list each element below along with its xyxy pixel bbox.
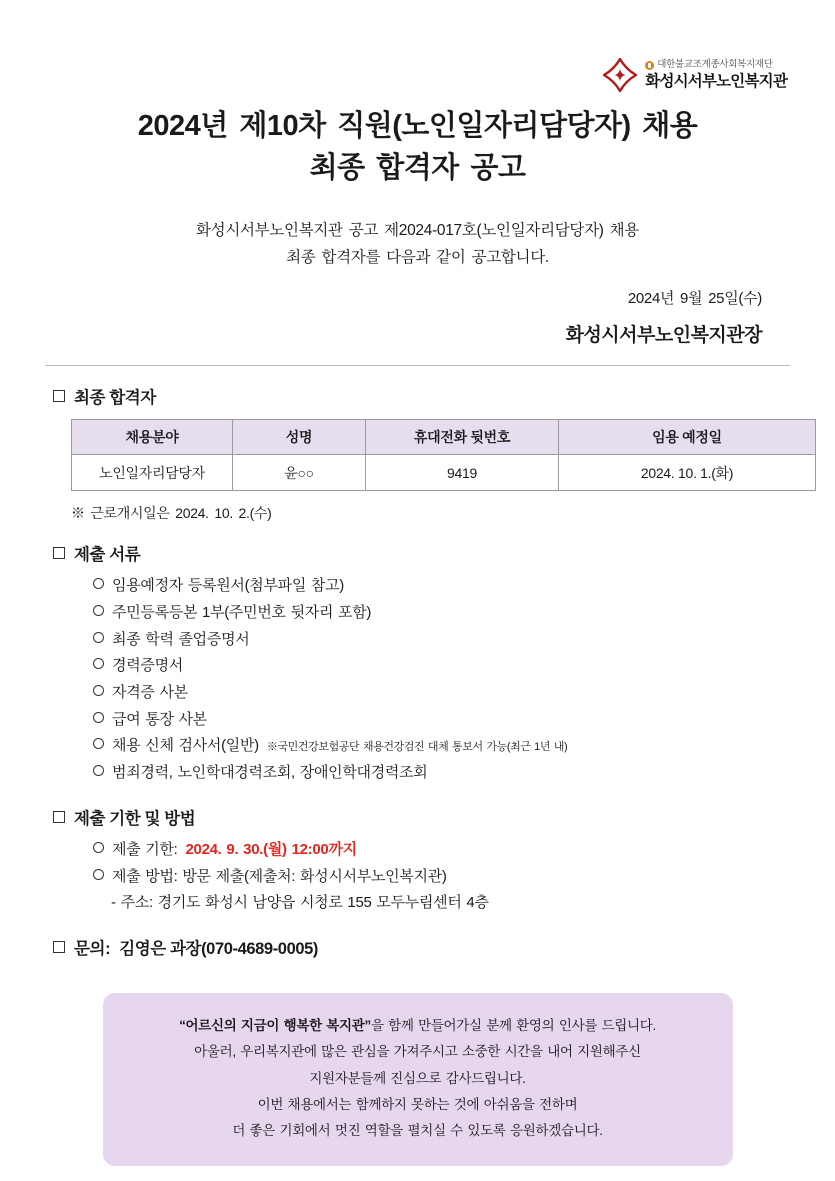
list-item [93, 760, 790, 787]
required-documents-list [45, 573, 790, 787]
circle-bullet-icon [93, 738, 104, 749]
section-heading-submission [53, 805, 790, 829]
closing-message-box [103, 993, 733, 1167]
page-title [45, 0, 790, 189]
section-heading-final-result [53, 384, 790, 408]
section-final-result [45, 384, 790, 523]
organization-logo [603, 58, 787, 92]
circle-bullet-icon [93, 658, 104, 669]
final-result-table [71, 419, 816, 491]
circle-bullet-icon [93, 842, 104, 853]
list-item [93, 600, 790, 627]
section-submission [45, 805, 790, 917]
circle-bullet-icon [93, 869, 104, 880]
cell-field: 노인일자리담당자 [72, 455, 233, 491]
table-row [72, 455, 816, 491]
list-item [93, 653, 790, 680]
square-bullet-icon [53, 941, 65, 953]
circle-bullet-icon [93, 712, 104, 723]
section-heading-required-documents [53, 541, 790, 565]
square-bullet-icon [53, 811, 65, 823]
circle-bullet-icon [93, 578, 104, 589]
section-heading-contact [53, 935, 790, 959]
section-title-text: 제출 기한 및 방법 [74, 809, 196, 828]
list-item-method [93, 864, 790, 891]
list-item-label: 급여 통장 사본 [112, 710, 207, 728]
section-required-documents [45, 541, 790, 787]
announcement-date: 2024년 9월 25일(수) [627, 290, 762, 308]
page-subtitle [45, 217, 790, 271]
circle-bullet-icon [93, 632, 104, 643]
square-bullet-icon [53, 390, 65, 402]
cell-phone: 9419 [366, 455, 559, 491]
submission-list [45, 837, 790, 890]
section-title-text: 최종 합격자 [74, 389, 156, 408]
contact-label: 문의: [74, 939, 111, 958]
circle-bullet-icon [93, 765, 104, 776]
message-line-1 [127, 1013, 709, 1039]
message-line-5: 더 좋은 기회에서 멋진 역할을 펼치실 수 있도록 응원하겠습니다. [232, 1123, 603, 1139]
deadline-label: 제출 기한: [112, 840, 178, 858]
subtitle-line2: 최종 합격자를 다음과 같이 공고합니다. [286, 249, 549, 267]
foundation-name: 대한불교조계종사회복지재단 [657, 58, 773, 70]
foundation-name-row [645, 60, 787, 71]
list-item-label: 자격증 사본 [112, 684, 188, 702]
list-item [93, 707, 790, 734]
logo-text-block [645, 60, 787, 91]
section-contact [45, 935, 790, 959]
message-quote: “어르신의 지금이 행복한 복지관” [179, 1017, 371, 1033]
list-item-label: 채용 신체 검사서(일반) [112, 737, 259, 755]
list-item-label: 경력증명서 [112, 657, 183, 675]
submission-address: - 주소: 경기도 화성시 남양읍 시청로 155 모두누림센터 4층 [111, 894, 489, 912]
message-quote-rest: 을 함께 만들어가실 분께 환영의 인사를 드립니다. [370, 1017, 656, 1033]
contact-value: 김영은 과장(070-4689-0005) [119, 939, 318, 958]
center-name: 화성시서부노인복지관 [645, 72, 787, 90]
header-divider [45, 365, 790, 366]
issuing-authority: 화성시서부노인복지관장 [565, 325, 762, 347]
cell-name: 윤○○ [233, 455, 366, 491]
page-title-line1: 2024년 제10차 직원(노인일자리담당자) 채용 [137, 110, 698, 142]
list-item [93, 573, 790, 600]
section-title-text: 제출 서류 [74, 546, 141, 565]
table-header-row [72, 420, 816, 455]
list-item [93, 627, 790, 654]
deadline-value: 2024. 9. 30.(월) 12:00까지 [185, 840, 357, 858]
circle-bullet-icon [93, 685, 104, 696]
message-line-4: 이번 채용에서는 함께하지 못하는 것에 아쉬움을 전하며 [257, 1096, 578, 1112]
message-line-2: 아울러, 우리복지관에 많은 관심을 가져주시고 소중한 시간을 내어 지원해주신 [194, 1044, 641, 1060]
work-start-note: ※ 근로개시일은 2024. 10. 2.(수) [71, 505, 272, 522]
page-title-line2: 최종 합격자 공고 [309, 152, 526, 185]
circle-bullet-icon [93, 605, 104, 616]
cell-start-date: 2024. 10. 1.(화) [559, 455, 816, 491]
jogye-dot-icon [645, 61, 654, 70]
foundation-emblem-icon [603, 58, 637, 92]
column-header-phone: 휴대전화 뒷번호 [366, 420, 559, 455]
list-item-label: 주민등록등본 1부(주민번호 뒷자리 포함) [112, 604, 372, 622]
list-item [93, 680, 790, 707]
column-header-field: 채용분야 [72, 420, 233, 455]
column-header-name: 성명 [233, 420, 366, 455]
message-line-3: 지원자분들께 진심으로 감사드립니다. [309, 1070, 526, 1086]
list-item-label: 임용예정자 등록원서(첨부파일 참고) [112, 577, 344, 595]
subtitle-line1: 화성시서부노인복지관 공고 제2024-017호(노인일자리담당자) 채용 [195, 222, 639, 240]
submission-method: 제출 방법: 방문 제출(제출처: 화성시서부노인복지관) [112, 867, 447, 885]
list-item-label: 최종 학력 졸업증명서 [112, 630, 250, 648]
list-item-label: 범죄경력, 노인학대경력조회, 장애인학대경력조회 [112, 764, 428, 782]
column-header-start-date: 임용 예정일 [559, 420, 816, 455]
list-item-subnote: ※국민건강보험공단 채용건강검진 대체 통보서 가능(최근 1년 내) [266, 741, 568, 754]
list-item [93, 733, 790, 760]
list-item-deadline [93, 837, 790, 864]
square-bullet-icon [53, 547, 65, 559]
